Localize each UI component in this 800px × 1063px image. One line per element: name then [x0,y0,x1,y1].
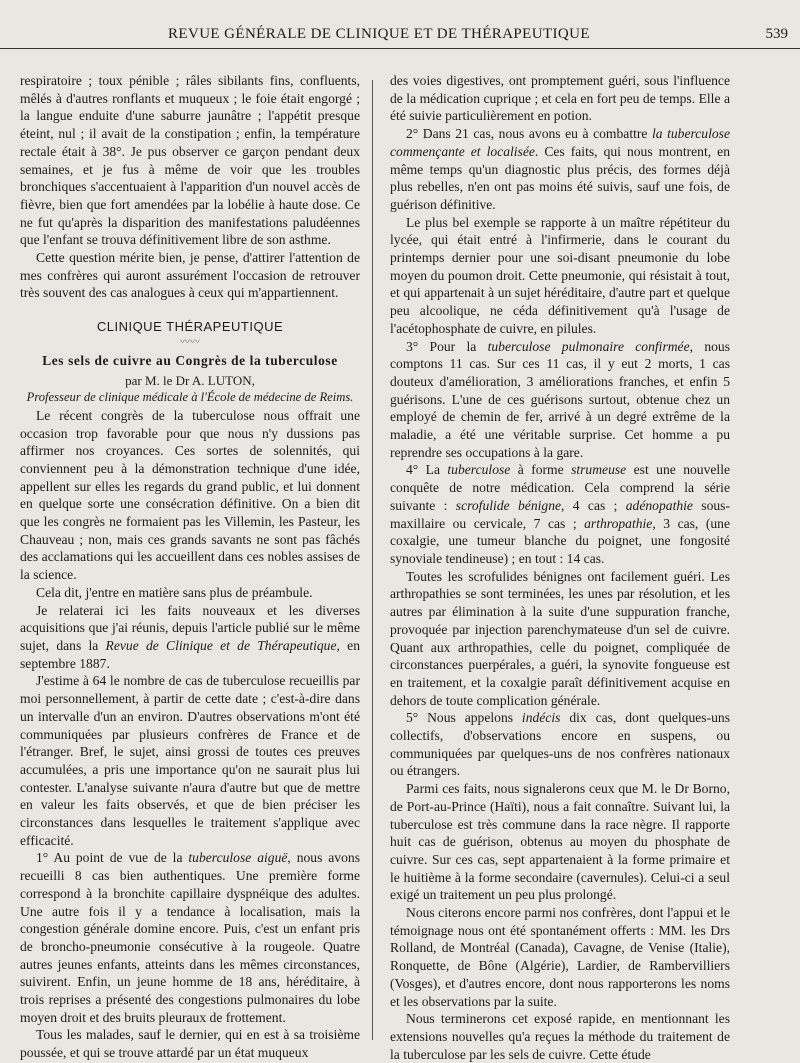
author-byline: par M. le Dr A. LUTON, [125,372,255,388]
paragraph: J'estime à 64 le nombre de cas de tuberculose recueillis par moi personnellement, à partir de cette date ; c'est-à-dire dans un intervalle d'un an environ. D'autres observations m'ont été communiquées par plusieurs confrères de France et de l'étranger. Bref, le sujet, ainsi grossi de toutes ces preuves accumulées, a pris une importance qu'on ne saurait plus lui contester. L'analyse suivante n'aura d'autre but que de mettre en valeur les faits observés, et que de bien préciser les circonstances dans lesquelles le traitement s'applique avec efficacité. [20,673,360,848]
paragraph: Toutes les scrofulides bénignes ont facilement guéri. Les arthropathies se sont terminées, les unes par résolution, et les autres par élimination à la suite d'une suppuration franche, provoquée par injection parenchymateuse d'un sel de cuivre. Quant aux arthropathies, celle du poignet, compliquée de circonstances puerpérales, a guéri, la synovite fongueuse est en traitement, et la coxalgie paraît définitivement acquise en dehors de toute complication générale. [390,568,730,708]
emphasis: la tuberculose commençante et localisée [390,126,730,159]
ornament: 〰〰 [180,336,200,348]
emphasis: strumeuse [571,462,627,478]
paragraph: Le plus bel exemple se rapporte à un maître répétiteur du lycée, qui était entré à l'infirmerie, dans le courant du printemps dernier pour une soi-disant pneumonie du lobe moyen du poumon droit. Cette pneumonie, qui résistait à tout, et qui appartenait à un sujet héréditaire, d'autre part et quelque peu alcoolique, ne céda définitivement qu'à l'usage de l'acétophosphate de cuivre, en pilules. [390,214,730,336]
emphasis: scrofulide bénigne [455,497,562,513]
paragraph [20,602,360,673]
paragraph: Nous terminerons cet exposé rapide, en mentionnant les extensions nouvelles qu'a reçues la méthode du traitement de la tuberculose par les sels de cuivre. Cette étude [390,1011,730,1062]
page-number: 539 [765,26,788,42]
text-run: 1° Au point de vue de la [36,850,189,866]
text-run: sous-maxillaire ou cervicale, 7 cas ; [390,497,730,531]
text-run: , 3 cas, (une coxalgie, une tumeur blanche du poignet, une fongosité synoviale tendineuse) ; en tout : 14 cas. [390,515,730,566]
text-run: est une nouvelle conquête de notre médication. Cela comprend la série suivante : [390,462,731,513]
text-run: à forme [510,462,572,478]
section-title: CLINIQUE THÉRAPEUTIQUE [96,319,284,335]
paragraph: des voies digestives, ont promptement guéri, sous l'influence de la médication cuprique ; et cela en fort peu de temps. Elle a été suivie particulièrement en potion. [390,73,730,124]
paragraph [390,709,730,780]
paragraph: Parmi ces faits, nous signalerons ceux que M. le Dr Borno, de Port-au-Prince (Haïti), nous a fait connaître. Suivant lui, la tuberculose est très commune dans la race nègre. Il rapporte huit cas de guérison, obtenus au moyen du phosphate de cuivre. Sur ces cas, sept appartenaient à la forme primaire et le huitième à la forme secondaire (cavernules). Celui-ci a seul exigé un traitement un peu plus prolongé. [390,781,730,903]
emphasis: arthropathie [584,515,653,531]
right-column [390,72,731,1062]
paragraph: Cela dit, j'entre en matière sans plus de préambule. [36,584,313,600]
paragraph [390,125,730,214]
paragraph [390,338,730,462]
text-run: 2° Dans 21 cas, nous avons eu à combattre [406,126,652,142]
author-affiliation: Professeur de clinique médicale à l'École de médecine de Reims. [26,389,354,404]
text-run: 4° La [406,462,448,478]
emphasis: adénopathie [625,497,693,513]
journal-title: Revue de Clinique et de Thérapeutique [105,637,337,653]
paragraph: Cette question mérite bien, je pense, d'attirer l'attention de mes confrères qui auront assurément l'occasion de retrouver très souvent des cas analogues à ceux qui m'appartiennent. [20,250,360,301]
paragraph [390,461,730,567]
left-column [20,72,360,1061]
paragraph [20,849,360,1026]
emphasis: tuberculose aiguë [188,850,288,866]
paragraph: Nous citerons encore parmi nos confrères, dont l'appui et le témoignage nous ont été spontanément offerts : MM. les Drs Rolland, de Montréal (Canada), Cavagne, de Venise (Italie), Ronquette, de Bône (Algérie), Lardier, de Rambervilliers (Vosges), et d'autres encore, dont nous rapporterons les noms et les observations par la suite. [390,905,730,1009]
header-title: REVUE GÉNÉRALE DE CLINIQUE ET DE THÉRAPEUTIQUE [168,26,590,42]
emphasis: tuberculose pulmonaire confirmée [487,338,690,354]
text-run: Je relaterai ici les faits nouveaux et les diverses acquisitions que j'ai réunis, depuis l'article publié sur le même sujet, dans la [20,602,360,653]
text-run: , nous avons recueilli 8 cas bien authentiques. Une première forme correspond à la bronchite capillaire dyspnéique des adultes. Une autre fois il y a tendance à localisation, mais la congestion générale domine encore. Puis, c'est un enfant pris de broncho-pneumonie consécutive à la rougeole. Quatre autres jeunes enfants, atteints dans les mêmes circonstances, suivirent. Enfin, un jeune homme de 18 ans, héréditaire, à trois reprises a présenté des congestions pulmonaires du lobe moyen droit et des bruits pleuraux de frottement. [20,850,360,1025]
emphasis: indécis [521,710,561,726]
text-run: . Ces faits, qui nous montrent, en même temps qu'un diagnostic plus précis, des formes déjà plus rebelles, n'en ont pas moins été suivis, sauf une fois, de guérison définitive. [390,143,730,212]
text-run: , nous comptons 11 cas. Sur ces 11 cas, il y eut 2 morts, 1 cas douteux d'amélioration, 3 améliorations franches, et enfin 5 guérisons. L'une de ces guérisons surtout, obtenue chez un employé de chemin de fer, arrivé à un degré extrême de la maladie, a été une véritable surprise. Cet homme a pu reprendre ses occupations à la gare. [390,338,730,460]
text-run: dix cas, dont quelques-uns collectifs, d'observations encore en suspens, ou communiquées par quelques-uns de nos confrères nationaux ou étrangers. [390,710,731,779]
emphasis: tuberculose [447,462,511,478]
text-run: , 4 cas ; [561,497,626,513]
paragraph: respiratoire ; toux pénible ; râles sibilants fins, confluents, mêlés à d'autres ronflants et muqueux ; le foie était engorgé ; la langue enduite d'une saburre jaunâtre ; l'appétit presque éteint, nul ; il avait de la constipation ; enfin, la température rectale était à 38°. Je pus observer ce garçon pendant deux semaines, et je fus à même de voir que les troubles bronchiques s'accentuaient à l'apparition d'un nouvel accès de fièvre, bien que fort amendées par la lobélie à haute dose. Ce ne fut qu'après la disparition des manifestations paludéennes que l'enfant se trouva définitivement libre de son asthme. [20,73,360,248]
column-divider [372,80,373,1040]
paragraph: Tous les malades, sauf le dernier, qui en est à sa troisième poussée, et qui se trouve attardé par un état muqueux [20,1027,360,1061]
paragraph: Le récent congrès de la tuberculose nous offrait une occasion trop favorable pour que nous n'y dussions pas affirmer nos croyances. Ces sortes de solennités, qui conviennent peu à la démonstration technique d'une idée, appellent sur elles les regards du grand public, et lui donnent en quelque sorte une consécration définitive. On a bien dit que les congrès ne formaient pas les Villemin, les Pasteur, les Chauveau ; non, mais ces grands savants ne sont pas fâchés des acclamations qui les accueillent dans ces nobles assises de la science. [20,407,360,583]
text-run: 3° Pour la [406,338,488,354]
text-run: 5° Nous appelons [406,710,522,726]
article-title: Les sels de cuivre au Congrès de la tuberculose [42,352,338,368]
text-run: , en septembre 1887. [20,637,360,671]
running-header [0,22,800,49]
